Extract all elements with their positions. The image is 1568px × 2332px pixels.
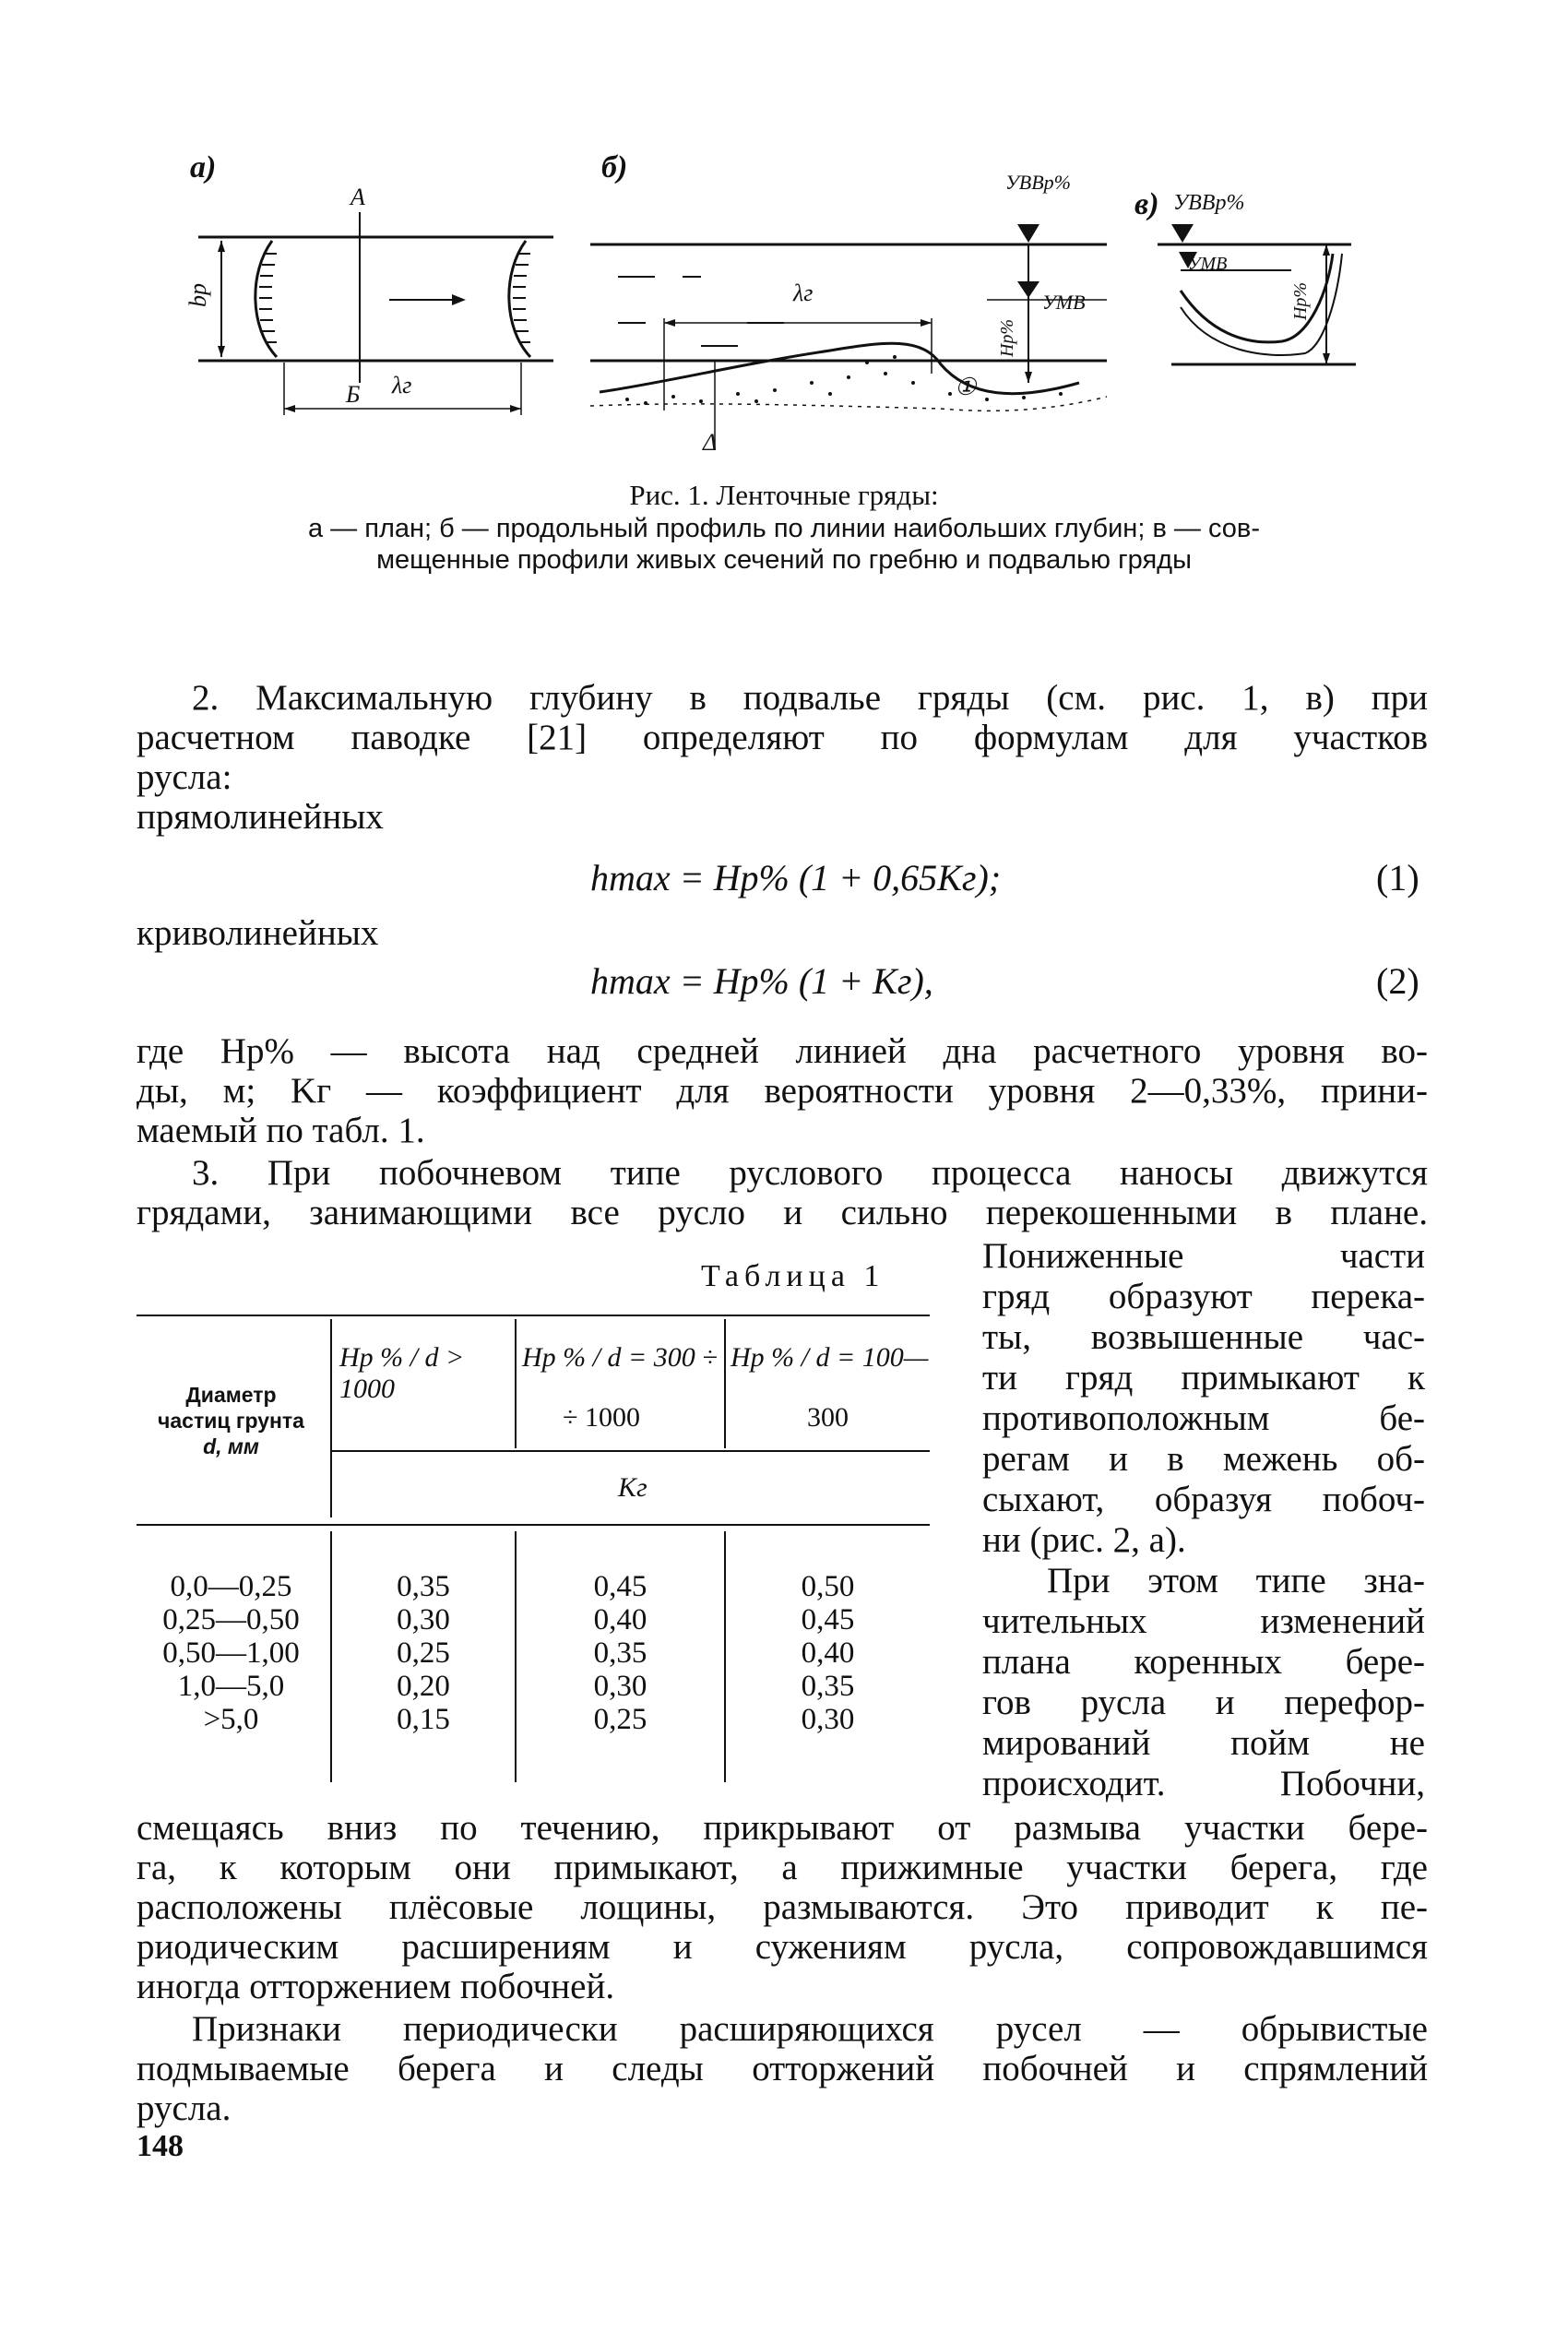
header-diameter-line-1: Диаметр bbox=[185, 1383, 277, 1407]
table-row-1-c2: 0,45 bbox=[593, 1570, 647, 1603]
table-title: Таблица 1 bbox=[701, 1259, 885, 1293]
label-uvv-b: УВВр% bbox=[1005, 171, 1072, 194]
table-col-1 bbox=[332, 1570, 515, 1736]
side-line-2: гряд образуют перека- bbox=[982, 1277, 1425, 1316]
table-row-2-c3: 0,45 bbox=[801, 1603, 855, 1636]
p4-line-3: русла. bbox=[137, 2088, 232, 2128]
table-header-col3-bottom: 300 bbox=[807, 1402, 849, 1433]
tail-line-3: расположены плёсовые лощины, размываются. Это приводит к пе- bbox=[137, 1887, 1428, 1927]
table-header-col2-top: Hp % / d = 300 ÷ bbox=[522, 1342, 718, 1373]
formula-1-number: (1) bbox=[1376, 857, 1420, 898]
table-header-col1: Hp % / d > 1000 bbox=[339, 1342, 465, 1404]
table-vline-2 bbox=[515, 1319, 517, 1448]
side-line-1 bbox=[982, 1236, 1425, 1277]
paragraph-3 bbox=[137, 1153, 1428, 1232]
side-line-5a: противоположным bbox=[982, 1398, 1270, 1438]
side-line-9: При этом типе зна- bbox=[1047, 1561, 1425, 1600]
panel-c-label: в) bbox=[1134, 187, 1159, 221]
label-lambda-a: λг bbox=[392, 372, 412, 399]
header-diameter-line-2: частиц грунта bbox=[158, 1409, 304, 1433]
formula-2-number: (2) bbox=[1376, 960, 1420, 1002]
label-umv-b: УМВ bbox=[1042, 291, 1086, 314]
side-line-13c: не bbox=[1389, 1723, 1425, 1763]
where-line-3: маемый по табл. 1. bbox=[137, 1111, 425, 1150]
table-row-2-c1: 0,30 bbox=[397, 1603, 450, 1636]
table-row-1-c3: 0,50 bbox=[801, 1570, 855, 1603]
table-row-3-c2: 0,35 bbox=[593, 1636, 647, 1670]
figure-caption bbox=[212, 478, 1356, 576]
figure-1 bbox=[184, 152, 1384, 466]
table-row-2-c2: 0,40 bbox=[593, 1603, 647, 1636]
side-line-7: сыхают, образуя побоч- bbox=[982, 1480, 1425, 1519]
where-block bbox=[137, 1031, 1428, 1150]
p2-line-3: русла: bbox=[137, 757, 232, 797]
side-line-5b: бе- bbox=[1379, 1398, 1425, 1438]
table-row-5-c2: 0,25 bbox=[593, 1703, 647, 1736]
paragraph-3-tail bbox=[137, 1808, 1428, 2006]
panel-b-label: б) bbox=[601, 150, 628, 184]
side-line-3: ты, возвышенные час- bbox=[982, 1317, 1425, 1357]
table-row-5-c3: 0,30 bbox=[801, 1703, 855, 1736]
label-a-top: А bbox=[350, 184, 365, 210]
panel-b-profile bbox=[590, 244, 1107, 447]
side-line-1a: Пониженные bbox=[982, 1236, 1184, 1276]
table-col-diameter bbox=[137, 1570, 326, 1736]
label-lambda-b: λг bbox=[793, 280, 814, 306]
label-delta: Δ bbox=[703, 429, 718, 456]
table-row-1-d: 0,0—0,25 bbox=[170, 1570, 292, 1603]
where-line-1: где Hр% — высота над средней линией дна расчетного уровня во- bbox=[137, 1031, 1428, 1071]
paragraph-4 bbox=[137, 2009, 1428, 2128]
side-line-14b: Побочни, bbox=[1279, 1764, 1425, 1803]
table-row-1-c1: 0,35 bbox=[397, 1570, 450, 1603]
p2-line-5 bbox=[137, 913, 690, 953]
paragraph-2 bbox=[137, 678, 1428, 837]
caption-line-1: а — план; б — продольный профиль по линии наибольших глубин; в — сов- bbox=[308, 514, 1260, 543]
table-row-3-d: 0,50—1,00 bbox=[162, 1636, 300, 1670]
p3-line-2: грядами, занимающими все русло и сильно перекошенными в плане. bbox=[137, 1193, 1428, 1232]
header-diameter-line-3: d, мм bbox=[203, 1434, 259, 1458]
where-line-2: ды, м; Kг — коэффициент для вероятности уровня 2—0,33%, прини- bbox=[137, 1071, 1428, 1111]
side-line-10a: чительных bbox=[982, 1601, 1147, 1641]
side-line-5 bbox=[982, 1398, 1425, 1439]
table-row-4-d: 1,0—5,0 bbox=[177, 1670, 285, 1703]
side-column bbox=[982, 1236, 1425, 1804]
formula-2: hmax = Hp% (1 + Kг), bbox=[590, 960, 933, 1002]
table-col-2 bbox=[517, 1570, 724, 1736]
side-line-13b: пойм bbox=[1230, 1723, 1311, 1763]
side-line-4: ти гряд примыкают к bbox=[982, 1358, 1425, 1398]
side-line-14a: происходит. bbox=[982, 1764, 1166, 1803]
table-row-3-c1: 0,25 bbox=[397, 1636, 450, 1670]
table-header-kg: Kг bbox=[618, 1472, 647, 1503]
p2-line-2: расчетном паводке [21] определяют по формулам для участков bbox=[137, 718, 1428, 757]
table-vline-3 bbox=[724, 1319, 726, 1448]
table-row-3-c3: 0,40 bbox=[801, 1636, 855, 1670]
tail-line-4: риодическим расширениям и сужениям русла, сопровождавшимся bbox=[137, 1927, 1428, 1967]
caption-line-2: мещенные профили живых сечений по гребню и подвалью гряды bbox=[376, 545, 1192, 575]
table-header-diameter bbox=[137, 1382, 326, 1459]
label-hp-c: Нр% bbox=[1290, 281, 1312, 321]
table-header-col3-top: Hp % / d = 100— bbox=[731, 1342, 929, 1373]
table-row-2-d: 0,25—0,50 bbox=[162, 1603, 300, 1636]
p2-line-1: 2. Максимальную глубину в подвалье гряды (см. рис. 1, в) при bbox=[192, 678, 1428, 718]
label-b-bottom: Б bbox=[346, 381, 361, 408]
side-line-10 bbox=[982, 1601, 1425, 1642]
table-header-col2-bottom: ÷ 1000 bbox=[563, 1402, 640, 1433]
p4-line-1: Признаки периодически расширяющихся русел — обрывистые bbox=[192, 2009, 1428, 2049]
table-row-4-c2: 0,30 bbox=[593, 1670, 647, 1703]
table-row-4-c3: 0,35 bbox=[801, 1670, 855, 1703]
label-hp-b: Нр% bbox=[997, 318, 1018, 358]
p2-line-4: прямолинейных bbox=[137, 797, 384, 837]
side-line-6: регам и в межень об- bbox=[982, 1439, 1425, 1479]
table-row-4-c1: 0,20 bbox=[397, 1670, 450, 1703]
tail-line-2: га, к которым они примыкают, а прижимные участки берега, где bbox=[137, 1848, 1428, 1887]
table-top-rule bbox=[137, 1315, 930, 1316]
side-line-14 bbox=[982, 1764, 1425, 1804]
tail-line-5: иногда отторжением побочней. bbox=[137, 1967, 615, 2006]
table-col-3 bbox=[726, 1570, 930, 1736]
panel-a-label: а) bbox=[190, 150, 217, 184]
label-uvv-c: УВВр% bbox=[1173, 191, 1245, 215]
table-row-5-c1: 0,15 bbox=[397, 1703, 450, 1736]
side-line-10b: изменений bbox=[1260, 1601, 1425, 1641]
side-line-13a: мирований bbox=[982, 1723, 1151, 1763]
panel-a-plan bbox=[198, 212, 553, 415]
p3-line-1: 3. При побочневом типе руслового процесса наносы движутся bbox=[192, 1153, 1428, 1193]
table-vline-1 bbox=[330, 1319, 332, 1517]
page-number: 148 bbox=[137, 2129, 184, 2163]
p4-line-2: подмываемые берега и следы отторжений побочней и спрямлений bbox=[137, 2049, 1428, 2088]
tail-line-1: смещаясь вниз по течению, прикрывают от размыва участки бере- bbox=[137, 1808, 1428, 1848]
side-line-11: плана коренных бере- bbox=[982, 1642, 1425, 1682]
formula-1: hmax = Hp% (1 + 0,65Kг); bbox=[590, 857, 1002, 898]
label-marker-1: ① bbox=[955, 374, 977, 400]
side-line-8: ни (рис. 2, а). bbox=[982, 1520, 1186, 1560]
table-header-rule bbox=[137, 1524, 930, 1526]
label-bp: bр bbox=[184, 283, 211, 307]
side-line-13 bbox=[982, 1723, 1425, 1764]
table-kg-rule bbox=[330, 1450, 930, 1452]
side-line-12: гов русла и перефор- bbox=[982, 1683, 1425, 1722]
table-row-5-d: >5,0 bbox=[203, 1703, 259, 1736]
caption-title: Рис. 1. Ленточные гряды: bbox=[629, 479, 939, 511]
p2-line-5-text: криволинейных bbox=[137, 913, 379, 953]
label-umv-c: УМВ bbox=[1188, 254, 1228, 274]
side-line-1b: части bbox=[1339, 1236, 1425, 1276]
